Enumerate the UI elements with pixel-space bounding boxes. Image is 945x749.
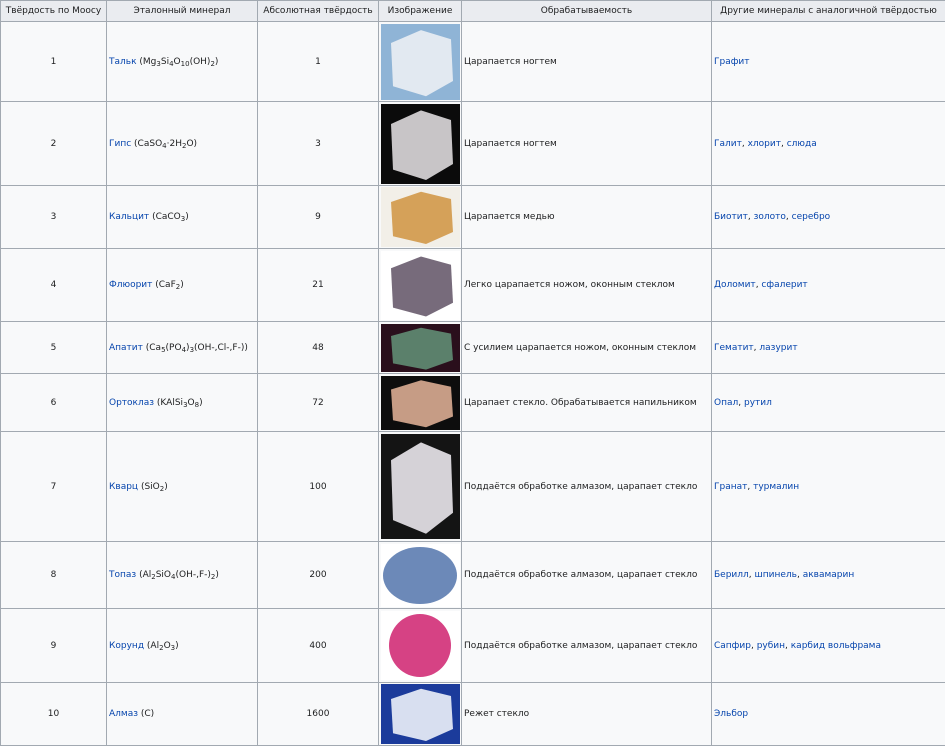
formula-subscript: 3 [180,215,186,223]
similar-minerals: Берилл, шпинель, аквамарин [712,542,945,609]
reference-mineral [107,542,258,609]
workability: Царапается ногтем [462,102,712,186]
similar-mineral-link[interactable]: шпинель [754,570,797,580]
reference-mineral [107,432,258,542]
workability: Поддаётся обработке алмазом, царапает стекло [462,542,712,609]
reference-mineral [107,374,258,432]
table-row [1,432,945,542]
mineral-link[interactable]: Корунд [109,640,145,651]
mineral-photo [381,251,460,320]
absolute-hardness: 3 [258,102,379,186]
formula-subscript: 2 [210,59,215,68]
similar-mineral-link[interactable]: карбид вольфрама [790,640,881,651]
similar-mineral-link[interactable]: хлорит [747,138,781,149]
formula-text: ) [186,342,190,353]
mineral-link[interactable]: Апатит [109,342,143,353]
mohs-value: 1 [1,22,107,102]
table-row [1,102,945,186]
formula-text: (KAlSi [156,397,184,408]
mohs-value: 8 [1,542,107,609]
formula-subscript: 10 [180,59,190,68]
absolute-hardness: 48 [258,322,379,374]
formula-text: (CaSO [134,138,163,149]
formula-text: (Mg [139,56,157,67]
table-row [1,374,945,432]
similar-mineral-link[interactable]: Галит [714,138,742,149]
chemical-formula [139,57,218,67]
workability: Царапается ногтем [462,22,712,102]
mineral-image-cell[interactable] [379,609,462,683]
header-absolute: Абсолютная твёрдость [258,1,379,22]
formula-text: O [173,56,181,67]
absolute-hardness: 1 [258,22,379,102]
formula-subscript: 2 [210,573,216,581]
similar-mineral-link[interactable]: Опал [714,397,739,408]
similar-minerals: Гематит, лазурит [712,322,945,374]
mineral-link[interactable]: Ортоклаз [109,397,155,408]
absolute-hardness: 21 [258,249,379,322]
formula-subscript: 2 [159,484,165,493]
formula-text: (Al [139,570,152,580]
formula-text: O [163,640,171,651]
mineral-image-cell[interactable] [379,542,462,609]
formula-subscript: 4 [162,141,167,150]
formula-text: (C) [140,709,155,719]
similar-minerals: Биотит, золото, серебро [712,186,945,249]
table-row [1,249,945,322]
mineral-link[interactable]: Алмаз [109,709,138,719]
mineral-link[interactable]: Гипс [109,138,132,149]
absolute-hardness: 9 [258,186,379,249]
mohs-value: 4 [1,249,107,322]
mohs-value: 10 [1,683,107,746]
table-row [1,609,945,683]
mineral-link[interactable]: Топаз [109,570,137,580]
table-row [1,186,945,249]
mineral-image-cell[interactable] [379,249,462,322]
formula-subscript: 2 [181,141,187,150]
absolute-hardness: 400 [258,609,379,683]
similar-mineral-link[interactable]: Гранат [714,481,748,492]
table-row [1,322,945,374]
mineral-photo [381,324,460,372]
chemical-formula [155,280,183,290]
mohs-value: 2 [1,102,107,186]
formula-subscript: 2 [151,573,156,581]
formula-subscript: 4 [171,573,176,581]
table-header-row [1,1,945,22]
formula-text: Si [160,56,170,67]
mineral-photo [381,104,460,184]
reference-mineral [107,22,258,102]
similar-minerals [712,683,945,746]
formula-text: (CaCO [152,212,181,222]
similar-mineral-link[interactable]: сфалерит [761,280,808,290]
similar-mineral-link[interactable]: Гематит [714,342,754,353]
mineral-image-cell[interactable] [379,432,462,542]
formula-text: (Al [146,640,160,651]
formula-text: ) [215,570,219,580]
mineral-photo [381,24,460,100]
table-row [1,683,945,746]
mineral-link[interactable]: Кальцит [109,212,150,222]
mohs-value: 5 [1,322,107,374]
header-others: Другие минералы с аналогичной твёрдостью [712,1,945,22]
chemical-formula [152,212,189,222]
header-mohs: Твёрдость по Моосу [1,1,107,22]
formula-subscript: 3 [156,59,161,68]
formula-text: ) [199,397,203,408]
absolute-hardness: 200 [258,542,379,609]
chemical-formula [141,482,168,492]
mineral-image-cell[interactable] [379,683,462,746]
similar-mineral-link[interactable]: золото [753,212,786,222]
formula-subscript: 2 [175,283,181,291]
reference-mineral [107,186,258,249]
formula-text: O) [186,138,198,149]
mohs-value: 3 [1,186,107,249]
header-workability: Обрабатываемость [462,1,712,22]
similar-mineral-link[interactable]: Сапфир [714,640,751,651]
mineral-image-cell[interactable] [379,22,462,102]
mohs-value: 6 [1,374,107,432]
similar-mineral-link[interactable]: аквамарин [802,570,855,580]
similar-mineral-link[interactable]: Эльбор [714,709,749,719]
formula-text: ) [214,56,219,67]
similar-mineral-link[interactable]: лазурит [759,342,798,353]
reference-mineral [107,102,258,186]
similar-mineral-link[interactable]: рубин [756,640,786,651]
header-mineral: Эталонный минерал [107,1,258,22]
formula-text: ·2H [166,138,182,149]
formula-text: ) [164,481,168,492]
similar-mineral-link[interactable]: Доломит [714,280,756,290]
similar-mineral-link[interactable]: слюда [786,138,817,149]
mineral-link[interactable]: Флюорит [109,280,153,290]
formula-subscript: 4 [181,345,187,354]
absolute-hardness: 72 [258,374,379,432]
formula-text: ) [175,640,179,651]
formula-text: ) [180,280,184,290]
formula-subscript: 3 [183,400,188,409]
chemical-formula [147,641,179,651]
mineral-photo [381,376,460,430]
similar-minerals: Гранат, турмалин [712,432,945,542]
mineral-image-cell[interactable] [379,186,462,249]
mohs-value: 9 [1,609,107,683]
formula-text: ) [185,212,189,222]
formula-subscript: 3 [189,345,195,354]
formula-text: (Ca [145,342,162,353]
workability: Царапается медью [462,186,712,249]
mineral-photo [381,187,460,247]
formula-text: (PO [165,342,182,353]
mineral-image-cell[interactable] [379,374,462,432]
formula-subscript: 2 [159,643,164,652]
mineral-photo [381,544,460,607]
header-image: Изображение [379,1,462,22]
similar-minerals: Опал, рутил [712,374,945,432]
similar-minerals: Доломит, сфалерит [712,249,945,322]
formula-text: (SiO [140,481,160,492]
workability: Режет стекло [462,683,712,746]
similar-mineral-link[interactable]: Берилл [714,570,749,580]
mineral-photo [381,684,460,744]
formula-text: (OH-,F-) [175,570,211,580]
chemical-formula [157,398,203,408]
mineral-link[interactable]: Кварц [109,481,139,492]
workability: Поддаётся обработке алмазом, царапает стекло [462,609,712,683]
workability: С усилием царапается ножом, оконным стеклом [462,322,712,374]
similar-minerals: Галит, хлорит, слюда [712,102,945,186]
formula-text: O [187,397,195,408]
formula-text: (CaF [155,280,176,290]
reference-mineral [107,609,258,683]
similar-minerals [712,22,945,102]
mineral-link[interactable]: Тальк [109,56,137,67]
similar-mineral-link[interactable]: серебро [791,212,831,222]
reference-mineral [107,322,258,374]
mineral-photo [381,434,460,539]
formula-text: (OH-,Cl-,F-)) [194,342,248,353]
mohs-value: 7 [1,432,107,542]
chemical-formula [141,709,154,719]
formula-text: (OH) [189,56,211,67]
formula-subscript: 3 [170,643,176,652]
mineral-image-cell[interactable] [379,102,462,186]
formula-text: SiO [155,570,172,580]
similar-minerals: Сапфир, рубин, карбид вольфрама [712,609,945,683]
formula-subscript: 5 [161,345,166,354]
workability: Царапает стекло. Обрабатывается напильником [462,374,712,432]
reference-mineral [107,683,258,746]
similar-mineral-link[interactable]: Графит [714,56,750,67]
similar-mineral-link[interactable]: рутил [743,397,772,408]
workability: Поддаётся обработке алмазом, царапает стекло [462,432,712,542]
similar-mineral-link[interactable]: турмалин [753,481,800,492]
chemical-formula [139,570,219,580]
mineral-photo [381,611,460,680]
chemical-formula [134,139,197,149]
similar-mineral-link[interactable]: Биотит [714,212,748,222]
absolute-hardness: 100 [258,432,379,542]
table-row [1,22,945,102]
workability: Легко царапается ножом, оконным стеклом [462,249,712,322]
mineral-image-cell[interactable] [379,322,462,374]
formula-subscript: 4 [169,59,174,68]
chemical-formula [146,343,248,353]
table-row [1,542,945,609]
reference-mineral [107,249,258,322]
absolute-hardness: 1600 [258,683,379,746]
formula-subscript: 8 [194,400,200,409]
